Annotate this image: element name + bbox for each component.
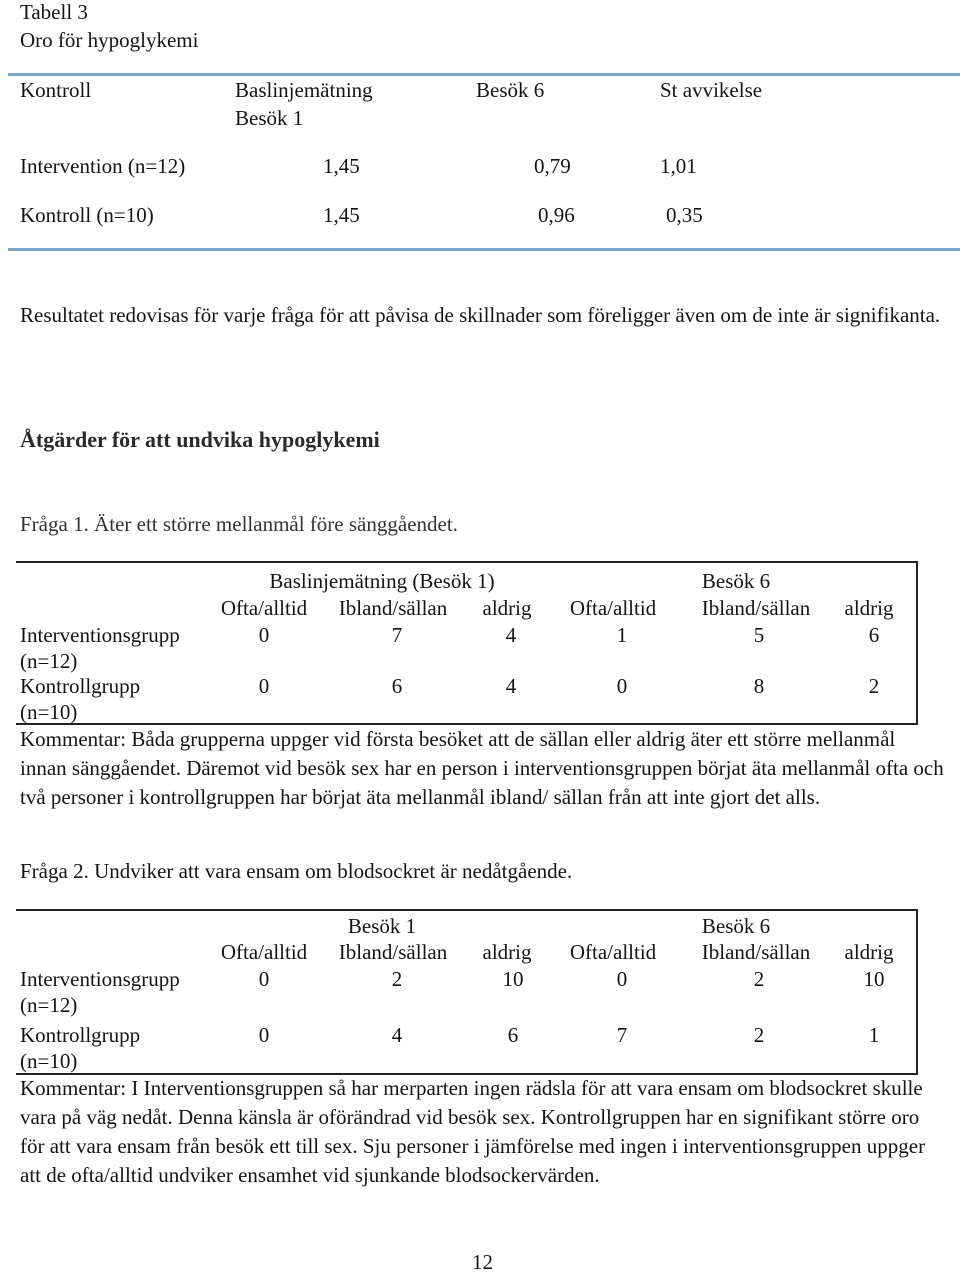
table3-header-sd: St avvikelse [660,78,763,102]
question1-title: Fråga 1. Äter ett större mellanmål före sänggåendet. [20,512,458,536]
q2-cell: 1 [868,1023,880,1047]
q2-cell: 4 [391,1023,403,1047]
table3-cell: 1,01 [660,154,697,178]
q1-cell: 4 [505,674,517,698]
q1-group-header-right: Besök 6 [701,569,771,593]
q2-row-sublabel: (n=10) [20,1049,78,1073]
q2-subheader: aldrig [844,940,894,964]
q1-cell: 2 [868,674,880,698]
question2-comment: Kommentar: I Interventionsgruppen så har merparten ingen rädsla för att vara ensam om blodsockret skulle vara på väg nedåt. Denna känsla är oförändrad vid besök sex. Kontrollgruppen har en signifikant större oro för att vara ensam från besök ett till sex. Sju personer i jämförelse med ingen i interventionsgruppen uppger att de ofta/alltid undviker ensamhet vid sjunkande blodsockervärden. [20,1076,926,1187]
q2-cell: 0 [258,967,270,991]
q2-cell: 10 [502,967,524,991]
q1-group-header-left: Baslinjemätning (Besök 1) [269,569,495,593]
q2-group-header-left: Besök 1 [347,914,417,938]
q2-cell: 0 [616,967,628,991]
section-heading: Åtgärder för att undvika hypoglykemi [20,427,380,452]
q2-subheader: Ofta/alltid [220,940,308,964]
q2-row-label: Interventionsgrupp [20,967,180,991]
table3-header-group: Kontroll [20,78,92,102]
q2-cell: 10 [863,967,885,991]
q2-row-label: Kontrollgrupp [20,1023,141,1047]
q1-subheader: aldrig [482,596,532,620]
q2-cell: 2 [753,967,765,991]
table3-cell: 1,45 [323,154,360,178]
question1-table [16,561,918,725]
q2-group-header-right: Besök 6 [701,914,771,938]
question2-title: Fråga 2. Undviker att vara ensam om blodsockret är nedåtgående. [20,859,573,883]
question2-table [16,909,918,1075]
q2-cell: 2 [391,967,403,991]
q1-cell: 6 [868,623,880,647]
q1-row-sublabel: (n=10) [20,700,78,724]
q2-subheader: Ibland/sällan [338,940,448,964]
q1-subheader: Ofta/alltid [569,596,657,620]
table3-row-label: Intervention (n=12) [20,154,186,178]
q1-subheader: Ibland/sällan [701,596,811,620]
q1-cell: 0 [258,623,270,647]
q2-subheader: aldrig [482,940,532,964]
table-bottom-rule [8,248,960,251]
q1-cell: 7 [391,623,403,647]
table3-row-label: Kontroll (n=10) [20,203,154,227]
table3-header-visit1: Besök 1 [235,106,304,130]
table3-header-baseline: Baslinjemätning [235,78,373,102]
q1-cell: 0 [616,674,628,698]
table-top-rule [8,73,960,76]
question1-comment: Kommentar: Båda grupperna uppger vid första besöket att de sällan eller aldrig äter ett större mellanmål innan sänggåendet. Däremot vid besök sex har en person i interventionsgruppen börjat äta mellanmål ofta och två personer i kontrollgruppen har börjat äta mellanmål ibland/ sällan från att inte gjort det alls. [20,727,944,809]
q1-cell: 8 [753,674,765,698]
page-number: 12 [472,1250,493,1274]
table3-cell: 1,45 [323,203,360,227]
q2-cell: 2 [753,1023,765,1047]
table3-cell: 0,96 [538,203,575,227]
q1-subheader: Ibland/sällan [338,596,448,620]
table-caption: Tabell 3 [20,0,88,24]
q2-row-sublabel: (n=12) [20,993,78,1017]
q1-cell: 5 [753,623,765,647]
q1-subheader: Ofta/alltid [220,596,308,620]
table3-cell: 0,35 [666,203,703,227]
q2-subheader: Ofta/alltid [569,940,657,964]
q2-cell: 0 [258,1023,270,1047]
q2-cell: 6 [507,1023,519,1047]
q1-cell: 1 [616,623,628,647]
q1-cell: 0 [258,674,270,698]
table3-header-visit6: Besök 6 [476,78,545,102]
q1-cell: 4 [505,623,517,647]
q1-row-label: Kontrollgrupp [20,674,141,698]
q1-row-label: Interventionsgrupp [20,623,180,647]
q1-cell: 6 [391,674,403,698]
q2-cell: 7 [616,1023,628,1047]
intro-paragraph: Resultatet redovisas för varje fråga för att påvisa de skillnader som föreligger även om de inte är signifikanta. [20,303,941,327]
q1-row-sublabel: (n=12) [20,649,78,673]
q2-subheader: Ibland/sällan [701,940,811,964]
table3-cell: 0,79 [534,154,571,178]
q1-subheader: aldrig [844,596,894,620]
table-title: Oro för hypoglykemi [20,28,199,52]
